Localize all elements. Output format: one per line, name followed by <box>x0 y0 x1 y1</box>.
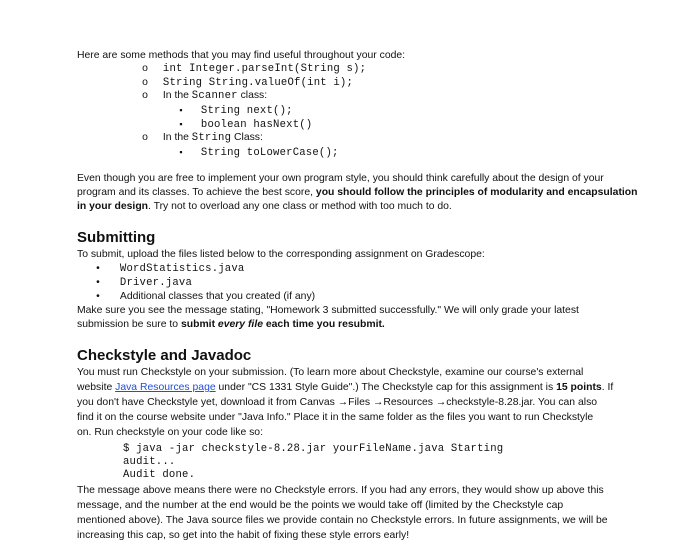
checkstyle-line: increasing this cap, so get into the habit of fixing these style errors early! <box>77 530 410 541</box>
scanner-prefix: In the <box>162 90 192 101</box>
file-item <box>93 290 315 304</box>
checkstyle-line <box>77 381 613 395</box>
submit-bold: submit <box>180 319 218 330</box>
method-code: String toLowerCase(); <box>200 147 339 159</box>
submit-message-line <box>77 318 385 332</box>
submit-bold: each time you resubmit. <box>262 319 385 330</box>
method-code: int Integer.parseInt(String s); <box>162 63 367 75</box>
file-item <box>93 276 192 290</box>
design-bold: in your design <box>77 201 149 212</box>
checkstyle-text: . If <box>601 382 614 393</box>
intro-text: Here are some methods that you may find useful throughout your code: <box>77 50 406 61</box>
round-bullet: • <box>96 263 100 274</box>
checkstyle-points: 15 points <box>556 382 602 393</box>
round-bullet: • <box>96 277 100 288</box>
command-line: Audit done. <box>123 469 196 481</box>
checkstyle-text: under "CS 1331 Style Guide".) The Checkstyle cap for this assignment is <box>215 382 557 393</box>
scanner-method <box>176 117 312 132</box>
submit-text: submission be sure to <box>77 319 181 330</box>
submitting-heading: Submitting <box>77 229 156 246</box>
string-class: String <box>191 132 232 144</box>
string-suffix: Class: <box>231 132 263 143</box>
method-code: String String.valueOf(int i); <box>162 77 354 89</box>
method-code: boolean hasNext() <box>200 119 313 131</box>
round-bullet: • <box>96 291 100 302</box>
string-method <box>176 145 339 160</box>
scanner-suffix: class: <box>237 90 268 101</box>
file-item <box>93 262 244 276</box>
string-prefix: In the <box>162 132 192 143</box>
checkstyle-text: website <box>77 382 116 393</box>
design-text: program and its classes. To achieve the best score, <box>77 187 316 198</box>
command-line: $ java -jar checkstyle-8.28.jar yourFileName.java Starting <box>123 443 504 455</box>
square-bullet: ▪ <box>179 147 183 157</box>
design-bold: you should follow the principles of modularity and encapsulation <box>315 187 638 198</box>
square-bullet: ▪ <box>179 105 183 115</box>
checkstyle-line: you don't have Checkstyle yet, download it from Canvas →Files →Resources →checkstyle-8.28.jar. You can also <box>77 397 598 408</box>
design-line <box>77 186 637 200</box>
submitting-intro: To submit, upload the files listed below to the corresponding assignment on Gradescope: <box>77 249 485 260</box>
checkstyle-line: You must run Checkstyle on your submission. (To learn more about Checkstyle, examine our course's external <box>77 367 584 378</box>
string-item <box>140 131 263 145</box>
command-line: audit... <box>123 456 176 468</box>
scanner-class: Scanner <box>191 90 238 102</box>
checkstyle-line: mentioned above). The Java source files we provide contain no Checkstyle errors. In future assignments, we will be <box>77 515 608 526</box>
file-name: Driver.java <box>119 277 193 289</box>
method-item <box>140 76 353 90</box>
java-resources-link[interactable]: Java Resources page <box>115 382 216 393</box>
checkstyle-line: find it on the course website under "Java Info." Place it in the same folder as the files you want to run Checkstyle <box>77 412 594 423</box>
scanner-method <box>176 103 293 118</box>
method-item <box>140 62 366 76</box>
method-code: String next(); <box>200 105 293 117</box>
submit-bold-italic: every file <box>217 319 263 330</box>
design-line: Even though you are free to implement your own program style, you should think carefully about the design of your <box>77 173 604 184</box>
scanner-item <box>140 89 267 103</box>
square-bullet: ▪ <box>179 119 183 129</box>
hollow-bullet: o <box>142 77 148 88</box>
hollow-bullet: o <box>142 132 148 143</box>
checkstyle-heading: Checkstyle and Javadoc <box>77 347 252 364</box>
file-name: WordStatistics.java <box>119 263 245 275</box>
checkstyle-line: on. Run checkstyle on your code like so: <box>77 427 263 438</box>
hollow-bullet: o <box>142 90 148 101</box>
design-line <box>77 200 452 214</box>
hollow-bullet: o <box>142 63 148 74</box>
checkstyle-line: message, and the number at the end would be the points we would take off (limited by the Checkstyle cap <box>77 500 564 511</box>
additional-text: Additional classes that you created (if any) <box>119 291 316 302</box>
design-text: . Try not to overload any one class or method with too much to do. <box>148 201 452 212</box>
checkstyle-line: The message above means there were no Checkstyle errors. If you had any errors, they would show up above this <box>77 485 604 496</box>
submit-message-line: Make sure you see the message stating, "Homework 3 submitted successfully." We will only grade your latest <box>77 305 579 316</box>
